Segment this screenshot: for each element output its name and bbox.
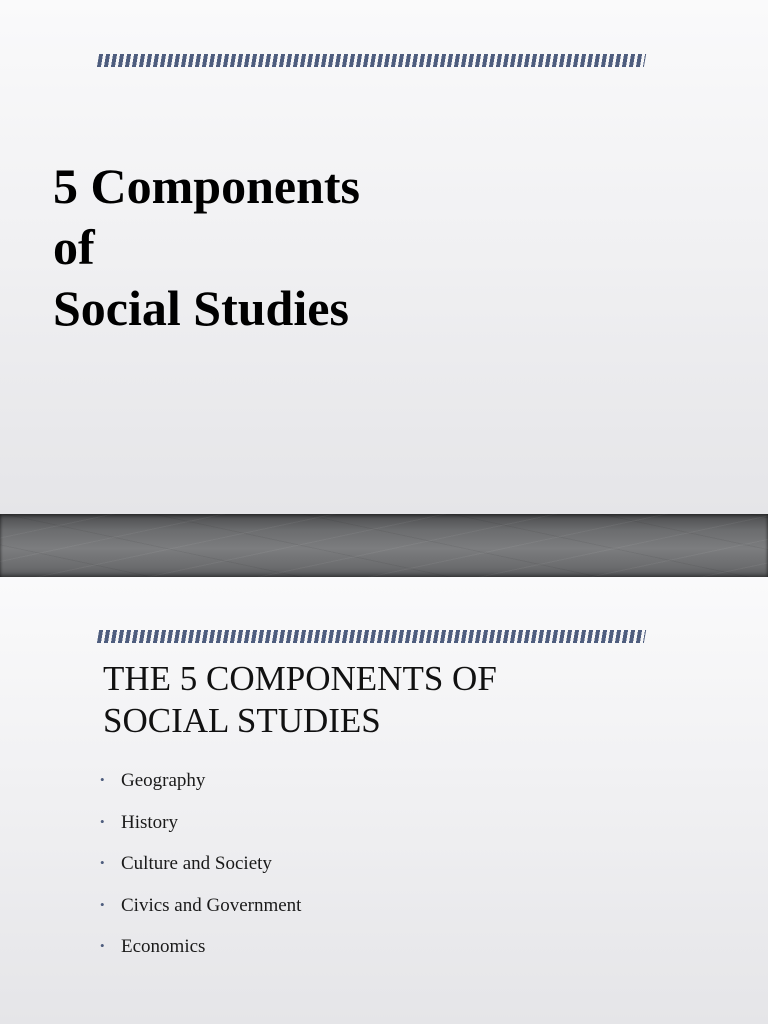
slide-title: [53, 156, 360, 339]
list-item: [100, 810, 301, 852]
decorative-stripe-bar: [97, 630, 646, 643]
list-item: [100, 893, 301, 935]
list-item: [100, 851, 301, 893]
slide-title-line: 5 Components: [53, 158, 360, 214]
slide-title-line: Social Studies: [53, 280, 349, 336]
list-item: [100, 934, 301, 976]
content-heading-line: SOCIAL STUDIES: [103, 701, 381, 740]
slide-title-line: of: [53, 219, 95, 275]
list-item: [100, 768, 301, 810]
bullet-icon: •: [100, 938, 105, 953]
content-heading: [103, 658, 497, 742]
bullet-icon: •: [100, 896, 105, 912]
slide-divider: [0, 514, 768, 577]
bullet-icon: •: [100, 813, 105, 829]
decorative-stripe-bar: [97, 54, 646, 67]
list-item-text: Culture and Society: [121, 853, 272, 874]
list-item-text: Geography: [121, 770, 206, 791]
bullet-icon: •: [100, 855, 105, 870]
list-item-text: Civics and Government: [121, 894, 302, 916]
list-item-text: History: [121, 811, 178, 833]
bullet-icon: •: [100, 772, 105, 787]
content-heading-line: THE 5 COMPONENTS OF: [103, 659, 497, 698]
list-item-text: Economics: [121, 936, 206, 957]
component-list: [100, 768, 301, 976]
